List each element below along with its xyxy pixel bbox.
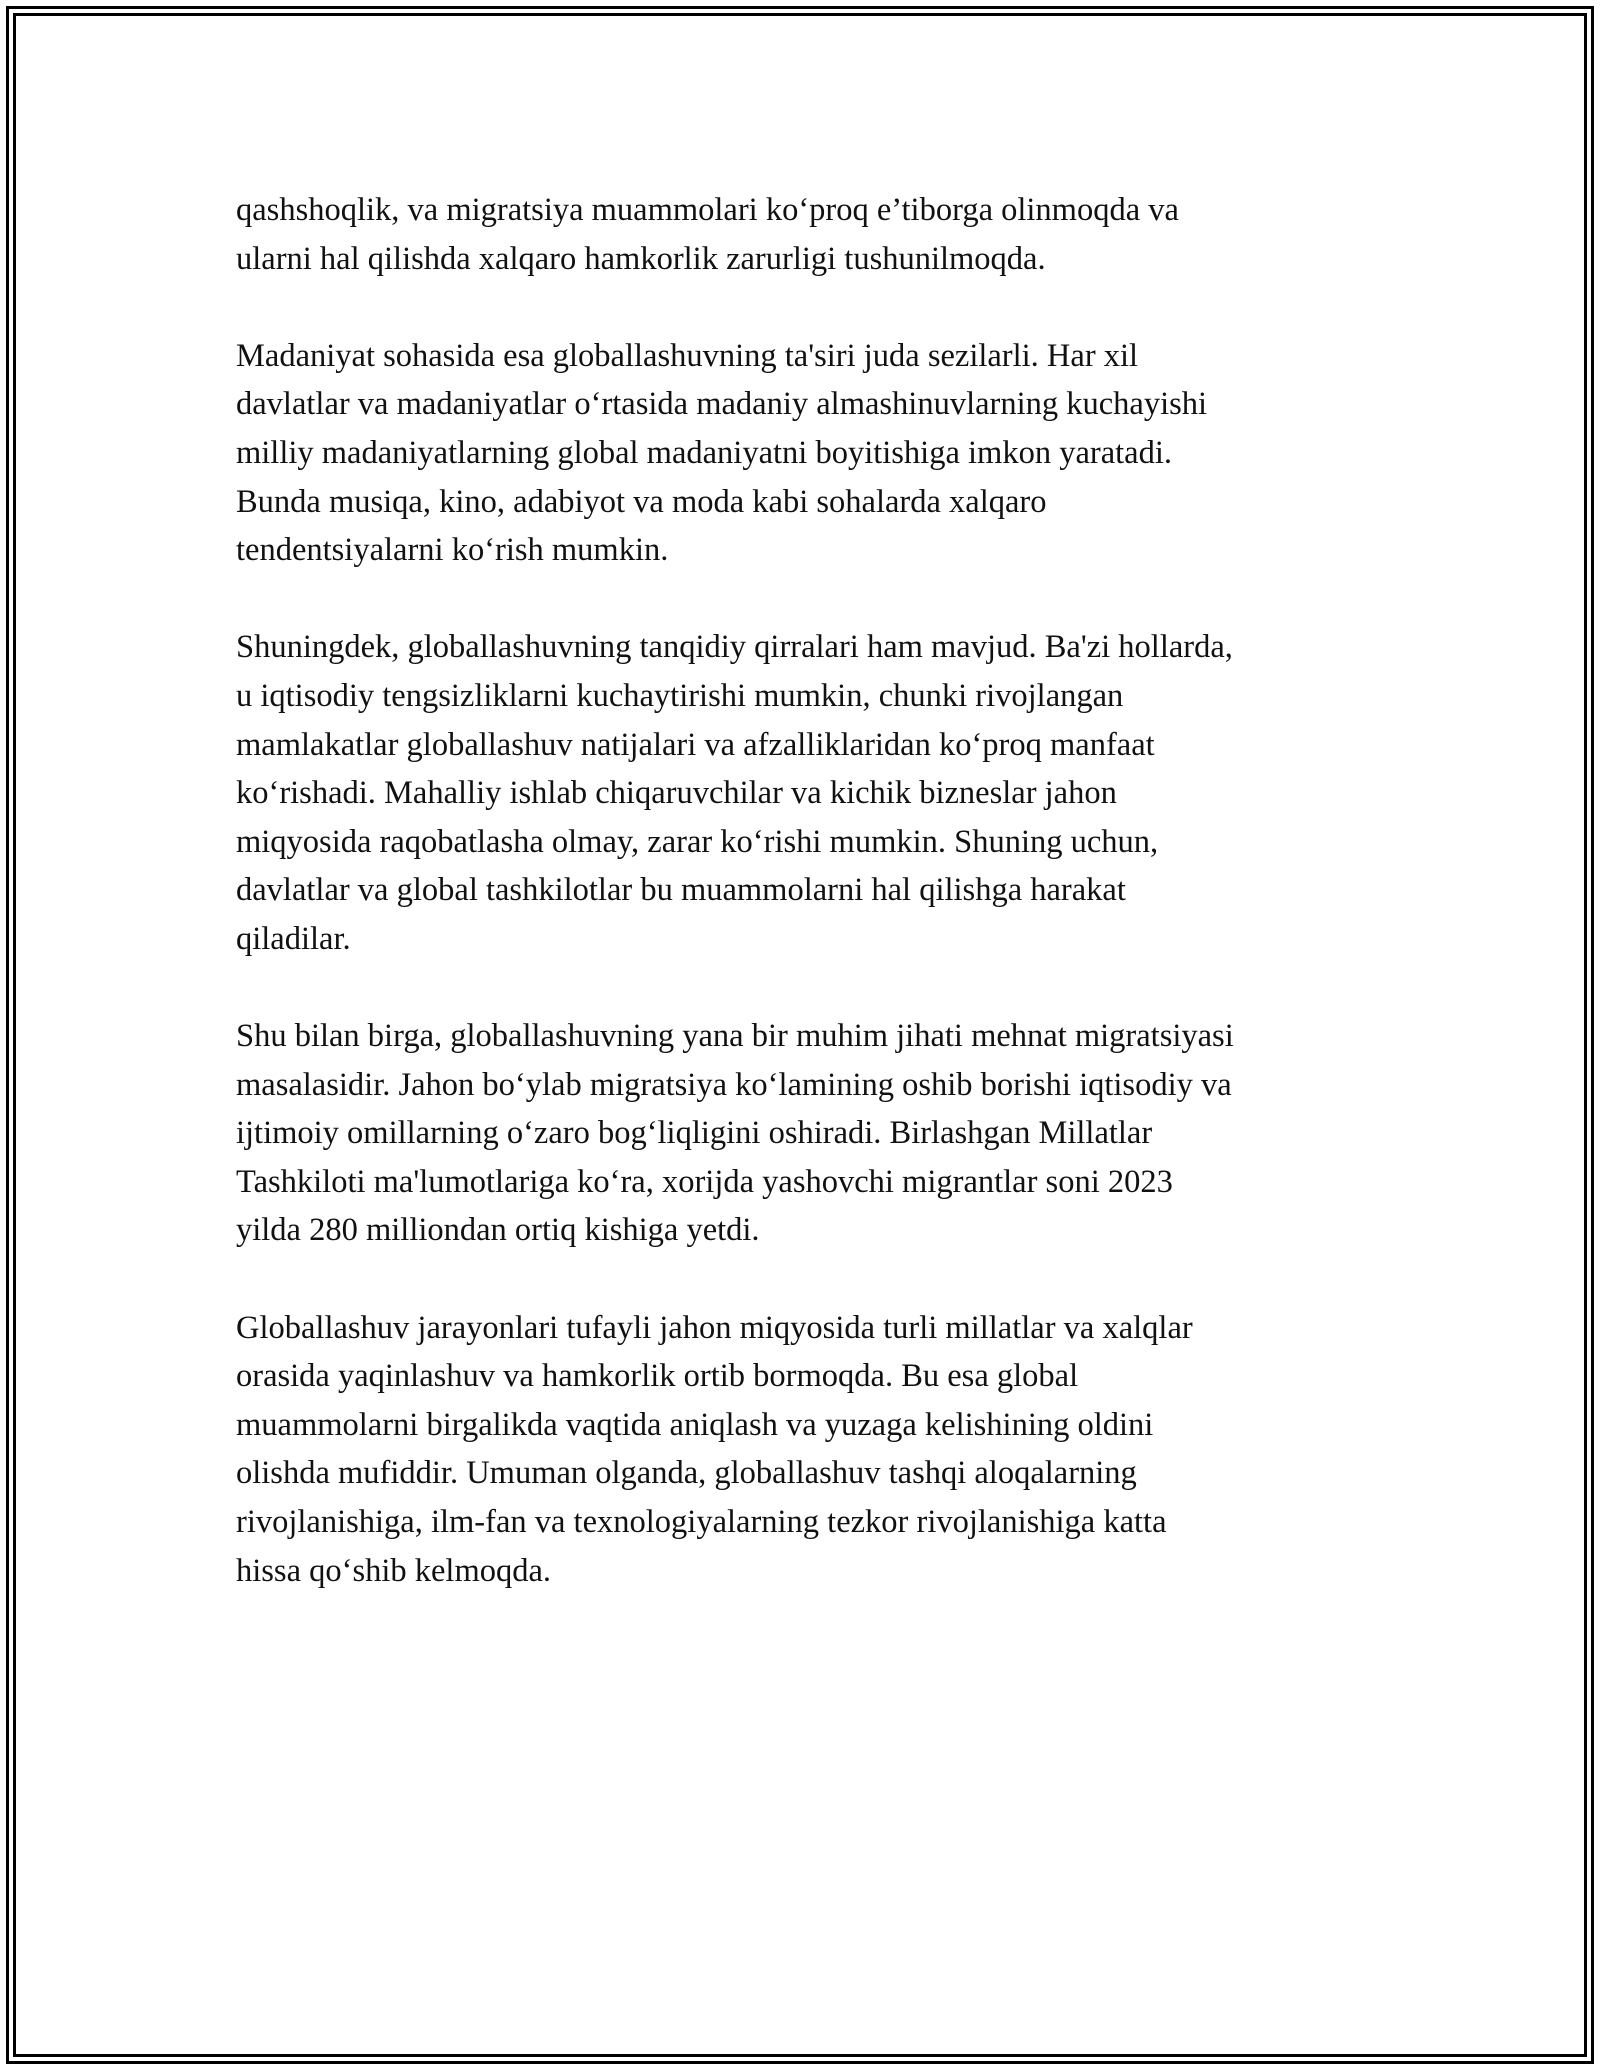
text-line: davlatlar va madaniyatlar o‘rtasida madaniy almashinuvlarning kuchayishi	[236, 386, 1208, 423]
text-line: u iqtisodiy tengsizliklarni kuchaytirishi mumkin, chunki rivojlangan	[236, 677, 1124, 714]
text-line: Tashkiloti ma'lumotlariga ko‘ra, xorijda yashovchi migrantlar soni 2023	[236, 1163, 1173, 1200]
text-line: Globallashuv jarayonlari tufayli jahon miqyosida turli millatlar va xalqlar	[236, 1309, 1193, 1346]
text-line: Shuningdek, globallashuvning tanqidiy qirralari ham mavjud. Ba'zi hollarda,	[236, 629, 1233, 666]
text-line: miqyosida raqobatlasha olmay, zarar ko‘rishi mumkin. Shuning uchun,	[236, 823, 1159, 860]
paragraph-5	[236, 1304, 1406, 1596]
text-line: qiladilar.	[236, 920, 351, 957]
text-line: orasida yaqinlashuv va hamkorlik ortib bormoqda. Bu esa global	[236, 1358, 1079, 1395]
text-line: mamlakatlar globallashuv natijalari va afzalliklaridan ko‘proq manfaat	[236, 726, 1155, 763]
text-line: qashshoqlik, va migratsiya muammolari ko‘proq e’tiborga olinmoqda va	[236, 192, 1179, 228]
document-body	[236, 186, 1406, 1644]
paragraph-2	[236, 332, 1406, 575]
text-line: ijtimoiy omillarning o‘zaro bog‘liqligini oshiradi. Birlashgan Millatlar	[236, 1115, 1153, 1152]
paragraph-4	[236, 1012, 1406, 1255]
text-line: masalasidir. Jahon bo‘ylab migratsiya ko‘lamining oshib borishi iqtisodiy va	[236, 1066, 1232, 1103]
paragraph-1	[236, 186, 1406, 283]
text-line: tendentsiyalarni ko‘rish mumkin.	[236, 532, 669, 569]
text-line: Bunda musiqa, kino, adabiyot va moda kabi sohalarda xalqaro	[236, 483, 1047, 520]
text-line: yilda 280 milliondan ortiq kishiga yetdi.	[236, 1212, 760, 1249]
text-line: olishda mufiddir. Umuman olganda, globallashuv tashqi aloqalarning	[236, 1455, 1137, 1492]
text-line: ularni hal qilishda xalqaro hamkorlik zarurligi tushunilmoqda.	[236, 240, 1046, 277]
text-line: Shu bilan birga, globallashuvning yana bir muhim jihati mehnat migratsiyasi	[236, 1018, 1234, 1055]
text-line: ko‘rishadi. Mahalliy ishlab chiqaruvchilar va kichik bizneslar jahon	[236, 775, 1117, 812]
text-line: hissa qo‘shib kelmoqda.	[236, 1552, 552, 1589]
text-line: rivojlanishiga, ilm-fan va texnologiyalarning tezkor rivojlanishiga katta	[236, 1504, 1167, 1541]
text-line: muammolarni birgalikda vaqtida aniqlash va yuzaga kelishining oldini	[236, 1406, 1154, 1443]
text-line: milliy madaniyatlarning global madaniyatni boyitishiga imkon yaratadi.	[236, 434, 1172, 471]
text-line: Madaniyat sohasida esa globallashuvning ta'siri juda sezilarli. Har xil	[236, 337, 1139, 374]
paragraph-3	[236, 623, 1406, 963]
text-line: davlatlar va global tashkilotlar bu muammolarni hal qilishga harakat	[236, 872, 1126, 909]
